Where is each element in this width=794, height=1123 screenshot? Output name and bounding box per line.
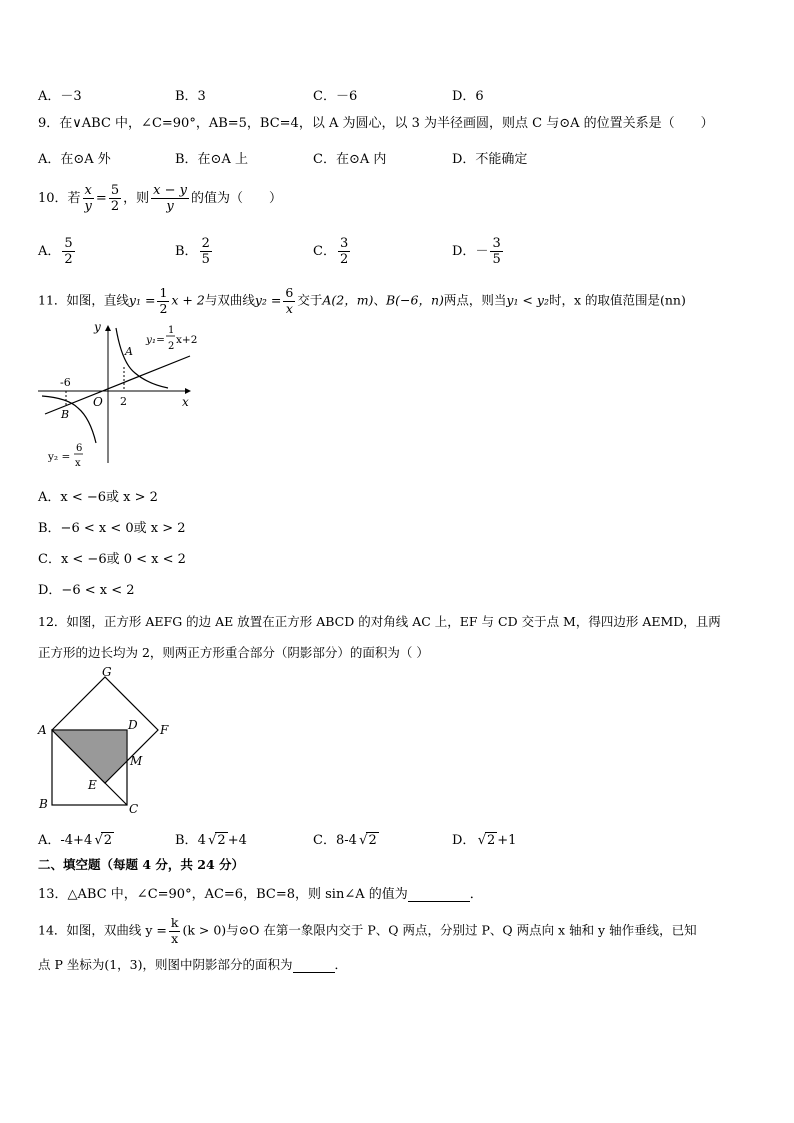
- q10-prefix: 10．若: [38, 191, 81, 206]
- q11-option-b: B．−6 < x < 0或 x > 2: [38, 521, 186, 536]
- q10-option-c-den: 2: [339, 252, 349, 267]
- q14-condition: (k > 0): [182, 922, 227, 938]
- q9-option-a: A．在⊙A 外: [38, 152, 111, 167]
- q12-option-b-radicand: √ 2: [215, 832, 228, 848]
- q10-option-a-fraction: [62, 236, 74, 267]
- q10-option-d-num: 3: [492, 236, 501, 251]
- q10-option-d-fraction: [490, 236, 502, 267]
- q10-option-a-den: 2: [64, 252, 73, 267]
- q10-option-a: [38, 236, 77, 267]
- q11-line-label-den: 2: [168, 341, 175, 352]
- q12-label-c: C: [129, 802, 139, 815]
- q8-option-a: A．－3: [38, 89, 82, 104]
- q10-option-c-num: 3: [339, 236, 349, 251]
- q12-label-e: E: [88, 778, 97, 792]
- q11-line-lhs: y₁ =: [128, 292, 156, 308]
- q10-option-c-label: C．: [313, 244, 336, 259]
- q12-option-a-pre: -4+4: [60, 833, 93, 848]
- q12-option-a-label: A．: [38, 833, 61, 848]
- q14-fraction: [169, 916, 181, 946]
- q12-label-d: D: [128, 718, 138, 732]
- q12-option-b-pre: 4: [197, 833, 206, 848]
- q11-stem: [38, 286, 686, 316]
- q10-expression: [151, 183, 189, 214]
- q11-point-a: A(2，m): [322, 292, 374, 308]
- q11-hyp-label-lhs: y₂ =: [48, 451, 71, 463]
- section-fill-in-heading: 二、填空题（每题 4 分，共 24 分）: [38, 857, 245, 872]
- q13-end: ．: [469, 887, 483, 902]
- q11-option-d: D．−6 < x < 2: [38, 583, 135, 598]
- q10-option-a-num: 5: [64, 236, 73, 251]
- q11-line-label-num: 1: [168, 325, 175, 336]
- q11-point-b-label: B: [61, 408, 70, 421]
- q11-hyp-num: 6: [285, 285, 294, 300]
- q13-text: 13．△ABC 中，∠C=90°，AC=6，BC=8，则 sin∠A 的值为: [38, 887, 408, 902]
- q10-given-value-num: 5: [110, 183, 120, 198]
- q11-origin-label: O: [93, 395, 103, 409]
- q9-option-d: D．不能确定: [452, 152, 528, 167]
- q12-option-c: [313, 829, 379, 848]
- q8-option-b: B．3: [175, 89, 206, 104]
- q12-label-b: B: [39, 797, 48, 811]
- q12-option-a: [38, 829, 114, 848]
- q14-den: x: [171, 930, 179, 946]
- q11-line-coef-num: 1: [159, 285, 168, 300]
- q12-option-b-post: +4: [227, 833, 247, 848]
- q12-option-c-pre: 8-4: [335, 833, 357, 848]
- q11-line-label-rest: x+2: [176, 334, 198, 346]
- q10-mid: ，则: [123, 191, 150, 206]
- q11-line-coef-den: 2: [159, 300, 168, 316]
- q12-option-d-post: +1: [497, 833, 517, 848]
- q10-stem: [38, 183, 282, 214]
- q11-point-b: B(−6，n): [385, 292, 444, 308]
- q10-option-d-label: D．: [452, 244, 476, 259]
- q11-text3: 两点，则当: [443, 292, 507, 308]
- q11-option-c: C．x < −6或 0 < x < 2: [38, 552, 186, 567]
- q12-option-c-label: C．: [313, 833, 336, 848]
- q10-given-value: [109, 183, 121, 214]
- q14-prefix: 14．如图，双曲线 y =: [38, 922, 167, 938]
- q10-option-d-den: 5: [492, 252, 501, 267]
- q13-stem: [38, 888, 483, 902]
- q10-option-c-fraction: [338, 236, 350, 267]
- q11-line-coef: [157, 286, 169, 316]
- q10-option-b-num: 2: [201, 236, 210, 251]
- q12-figure: [30, 665, 180, 815]
- q9-stem: 9．在∨ABC 中，∠C=90°，AB=5，BC=4，以 A 为圆心，以 3 为半径画圆，则点 C 与⊙A 的位置关系是（ ）: [38, 116, 714, 131]
- q12-option-b-label: B．: [175, 833, 198, 848]
- q10-given-fraction: [83, 183, 94, 214]
- q10-expr-den: y: [166, 199, 174, 214]
- q14-end: ．: [334, 957, 348, 972]
- q11-text4: 时，x 的取值范围是(nn): [548, 292, 686, 308]
- q12-option-b: [175, 829, 247, 848]
- q11-line-rest: x + 2: [171, 292, 205, 308]
- q12-option-d-radicand: √ 2: [485, 832, 498, 848]
- q10-option-b-label: B．: [175, 244, 198, 259]
- q11-point-a-label: A: [125, 345, 133, 358]
- q11-hyp-den: x: [285, 300, 293, 316]
- q11-hyp-label-den: x: [75, 458, 81, 468]
- q13-answer-blank[interactable]: [408, 888, 470, 902]
- q12-option-d-label: D．: [452, 833, 476, 848]
- q10-option-d: [452, 236, 505, 267]
- q14-stem-line1: [38, 916, 697, 946]
- q12-option-a-radicand: √ 2: [101, 832, 114, 848]
- q14-answer-blank[interactable]: [293, 959, 335, 973]
- q12-option-c-radicand: √ 2: [366, 832, 379, 848]
- q12-option-d: [452, 829, 516, 848]
- q12-label-a: A: [38, 723, 47, 737]
- q10-expr-num: x − y: [153, 183, 187, 198]
- q14-num: k: [170, 915, 179, 930]
- q10-option-c: [313, 236, 352, 267]
- q11-sep: 、: [373, 292, 386, 308]
- q8-option-c: C．－6: [313, 89, 358, 104]
- q12-shaded-region: [52, 730, 127, 783]
- q11-condition: y₁ < y₂: [506, 292, 549, 308]
- q12-label-m: M: [130, 754, 143, 768]
- q10-option-b-den: 5: [201, 252, 210, 267]
- q11-text2: 交于: [297, 292, 323, 308]
- q10-given-den: y: [84, 199, 92, 214]
- q12-label-f: F: [160, 723, 169, 737]
- q10-option-d-sign: －: [475, 244, 489, 259]
- q10-suffix: 的值为（ ）: [190, 191, 282, 206]
- q11-tick-2: 2: [120, 395, 127, 408]
- q14-line2-text: 点 P 坐标为(1，3)，则图中阴影部分的面积为: [38, 957, 293, 972]
- q11-connector: 与双曲线: [204, 292, 255, 308]
- q11-graph: [30, 318, 200, 468]
- q11-tick-neg6: -6: [60, 376, 71, 389]
- q11-line-label-lhs: y₁=: [146, 334, 165, 346]
- q12-stem-line2: 正方形的边长均为 2，则两正方形重合部分（阴影部分）的面积为（ ）: [38, 645, 429, 660]
- q11-option-a: A．x < −6或 x > 2: [38, 490, 158, 505]
- q11-hyp-fraction: [283, 286, 295, 316]
- q10-option-b: [175, 236, 214, 267]
- q11-hyp-lhs: y₂ =: [254, 292, 282, 308]
- q11-prefix: 11．如图，直线: [38, 292, 129, 308]
- q12-stem-line1: 12．如图，正方形 AEFG 的边 AE 放置在正方形 ABCD 的对角线 AC 上，EF 与 CD 交于点 M，得四边形 AEMD，且两: [38, 614, 721, 629]
- q10-given-value-den: 2: [110, 199, 120, 214]
- q9-option-b: B．在⊙A 上: [175, 152, 248, 167]
- q11-y-axis-label: y: [94, 320, 101, 334]
- q12-label-g: G: [102, 665, 112, 679]
- q8-option-d: D．6: [452, 89, 484, 104]
- q14-stem-line2: [38, 959, 347, 973]
- q10-given-eq: =: [95, 191, 107, 206]
- q14-rest: 与⊙O 在第一象限内交于 P、Q 两点，分别过 P、Q 两点向 x 轴和 y 轴作垂线，已知: [226, 922, 697, 938]
- q11-hyp-label-num: 6: [76, 443, 83, 454]
- q10-option-b-fraction: [200, 236, 212, 267]
- q11-x-axis-label: x: [182, 395, 189, 409]
- q10-option-a-label: A．: [38, 244, 61, 259]
- q9-option-c: C．在⊙A 内: [313, 152, 387, 167]
- q10-given-num: x: [83, 183, 94, 199]
